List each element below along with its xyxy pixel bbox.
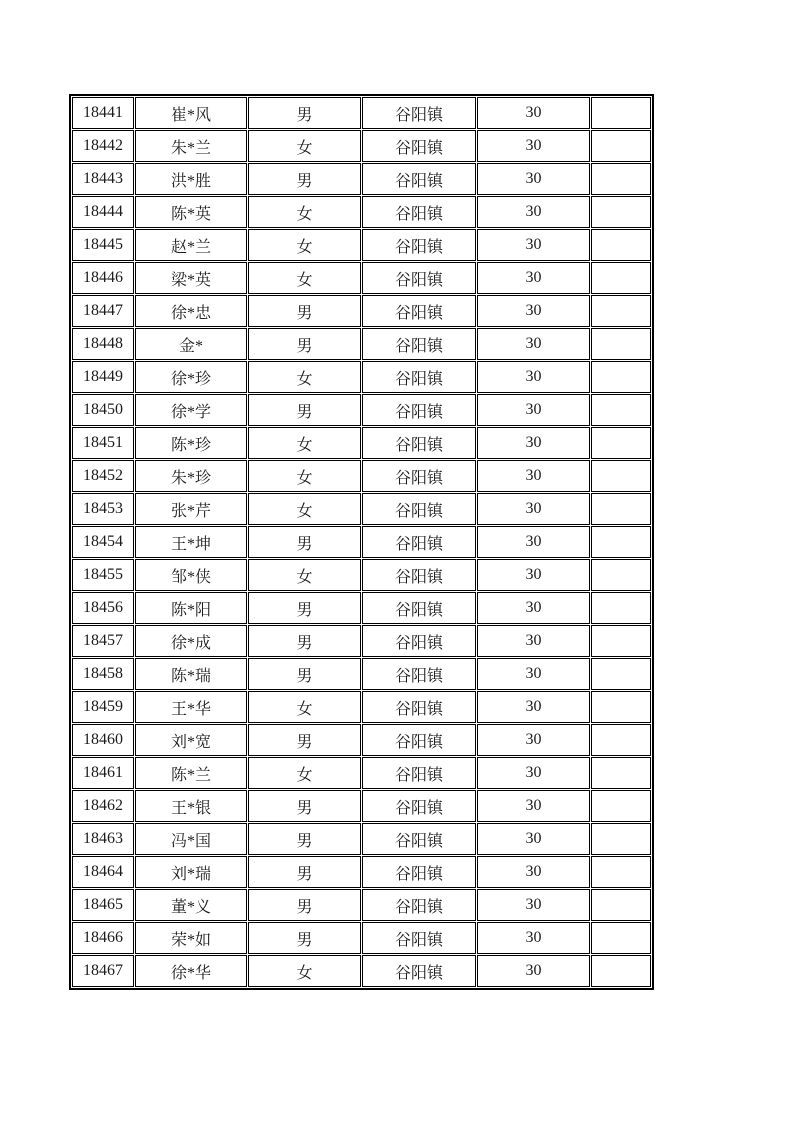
cell-name: 陈*珍 (135, 427, 247, 459)
cell-name: 董*义 (135, 889, 247, 921)
cell-town: 谷阳镇 (362, 262, 476, 294)
cell-amount: 30 (477, 856, 590, 888)
cell-id: 18452 (72, 460, 134, 492)
cell-amount: 30 (477, 559, 590, 591)
cell-blank (591, 361, 651, 393)
cell-gender: 女 (248, 229, 361, 261)
cell-id: 18441 (72, 97, 134, 129)
cell-blank (591, 460, 651, 492)
table-row (72, 691, 651, 723)
cell-name: 陈*阳 (135, 592, 247, 624)
cell-gender: 男 (248, 295, 361, 327)
cell-town: 谷阳镇 (362, 658, 476, 690)
cell-gender: 女 (248, 196, 361, 228)
cell-id: 18463 (72, 823, 134, 855)
cell-blank (591, 328, 651, 360)
cell-town: 谷阳镇 (362, 691, 476, 723)
table-row (72, 724, 651, 756)
cell-amount: 30 (477, 427, 590, 459)
cell-name: 徐*珍 (135, 361, 247, 393)
cell-gender: 男 (248, 790, 361, 822)
table-row (72, 658, 651, 690)
cell-blank (591, 130, 651, 162)
cell-town: 谷阳镇 (362, 526, 476, 558)
table-body (72, 97, 651, 987)
cell-gender: 女 (248, 691, 361, 723)
table-row (72, 361, 651, 393)
cell-blank (591, 427, 651, 459)
cell-blank (591, 592, 651, 624)
cell-amount: 30 (477, 592, 590, 624)
cell-amount: 30 (477, 361, 590, 393)
cell-id: 18450 (72, 394, 134, 426)
cell-gender: 女 (248, 460, 361, 492)
cell-id: 18461 (72, 757, 134, 789)
cell-name: 徐*成 (135, 625, 247, 657)
cell-id: 18456 (72, 592, 134, 624)
cell-amount: 30 (477, 526, 590, 558)
cell-gender: 男 (248, 856, 361, 888)
cell-name: 邹*侠 (135, 559, 247, 591)
cell-blank (591, 394, 651, 426)
cell-gender: 男 (248, 394, 361, 426)
cell-id: 18458 (72, 658, 134, 690)
cell-id: 18449 (72, 361, 134, 393)
cell-town: 谷阳镇 (362, 130, 476, 162)
table-row (72, 262, 651, 294)
cell-amount: 30 (477, 493, 590, 525)
cell-town: 谷阳镇 (362, 592, 476, 624)
table-row (72, 625, 651, 657)
cell-amount: 30 (477, 394, 590, 426)
cell-blank (591, 526, 651, 558)
cell-amount: 30 (477, 922, 590, 954)
cell-id: 18460 (72, 724, 134, 756)
cell-blank (591, 559, 651, 591)
cell-gender: 女 (248, 493, 361, 525)
cell-gender: 男 (248, 526, 361, 558)
cell-amount: 30 (477, 229, 590, 261)
cell-id: 18455 (72, 559, 134, 591)
cell-id: 18447 (72, 295, 134, 327)
cell-amount: 30 (477, 724, 590, 756)
cell-blank (591, 163, 651, 195)
cell-town: 谷阳镇 (362, 724, 476, 756)
cell-amount: 30 (477, 130, 590, 162)
table-row (72, 130, 651, 162)
cell-id: 18457 (72, 625, 134, 657)
cell-amount: 30 (477, 262, 590, 294)
cell-id: 18445 (72, 229, 134, 261)
cell-gender: 男 (248, 658, 361, 690)
cell-blank (591, 922, 651, 954)
cell-name: 王*坤 (135, 526, 247, 558)
cell-name: 金* (135, 328, 247, 360)
cell-amount: 30 (477, 823, 590, 855)
cell-name: 徐*学 (135, 394, 247, 426)
cell-name: 洪*胜 (135, 163, 247, 195)
cell-blank (591, 658, 651, 690)
table-row (72, 97, 651, 129)
cell-town: 谷阳镇 (362, 328, 476, 360)
cell-name: 徐*华 (135, 955, 247, 987)
table-row (72, 328, 651, 360)
cell-gender: 男 (248, 328, 361, 360)
table-row (72, 889, 651, 921)
cell-gender: 男 (248, 724, 361, 756)
cell-blank (591, 724, 651, 756)
cell-amount: 30 (477, 163, 590, 195)
cell-town: 谷阳镇 (362, 889, 476, 921)
cell-amount: 30 (477, 328, 590, 360)
cell-amount: 30 (477, 889, 590, 921)
cell-gender: 女 (248, 427, 361, 459)
cell-name: 王*银 (135, 790, 247, 822)
table-row (72, 196, 651, 228)
cell-town: 谷阳镇 (362, 757, 476, 789)
cell-town: 谷阳镇 (362, 163, 476, 195)
cell-name: 陈*英 (135, 196, 247, 228)
cell-id: 18446 (72, 262, 134, 294)
table-row (72, 394, 651, 426)
cell-town: 谷阳镇 (362, 559, 476, 591)
cell-town: 谷阳镇 (362, 361, 476, 393)
table-row (72, 526, 651, 558)
cell-id: 18442 (72, 130, 134, 162)
cell-id: 18462 (72, 790, 134, 822)
cell-id: 18443 (72, 163, 134, 195)
cell-gender: 男 (248, 625, 361, 657)
cell-name: 陈*兰 (135, 757, 247, 789)
cell-blank (591, 889, 651, 921)
cell-name: 冯*国 (135, 823, 247, 855)
cell-blank (591, 295, 651, 327)
cell-id: 18459 (72, 691, 134, 723)
cell-name: 朱*珍 (135, 460, 247, 492)
cell-town: 谷阳镇 (362, 394, 476, 426)
cell-town: 谷阳镇 (362, 460, 476, 492)
cell-amount: 30 (477, 295, 590, 327)
cell-id: 18451 (72, 427, 134, 459)
cell-blank (591, 196, 651, 228)
table-row (72, 163, 651, 195)
table-row (72, 592, 651, 624)
cell-town: 谷阳镇 (362, 295, 476, 327)
cell-name: 徐*忠 (135, 295, 247, 327)
cell-blank (591, 691, 651, 723)
cell-name: 赵*兰 (135, 229, 247, 261)
cell-gender: 男 (248, 163, 361, 195)
table-row (72, 229, 651, 261)
cell-town: 谷阳镇 (362, 427, 476, 459)
roster-table (69, 94, 654, 990)
cell-amount: 30 (477, 196, 590, 228)
cell-name: 刘*瑞 (135, 856, 247, 888)
cell-name: 崔*风 (135, 97, 247, 129)
cell-town: 谷阳镇 (362, 196, 476, 228)
cell-id: 18466 (72, 922, 134, 954)
table-row (72, 955, 651, 987)
cell-gender: 女 (248, 559, 361, 591)
cell-town: 谷阳镇 (362, 625, 476, 657)
cell-id: 18465 (72, 889, 134, 921)
table-row (72, 922, 651, 954)
cell-town: 谷阳镇 (362, 823, 476, 855)
cell-name: 朱*兰 (135, 130, 247, 162)
cell-blank (591, 757, 651, 789)
cell-gender: 男 (248, 823, 361, 855)
cell-blank (591, 790, 651, 822)
cell-gender: 女 (248, 130, 361, 162)
table-row (72, 427, 651, 459)
cell-id: 18454 (72, 526, 134, 558)
table-row (72, 460, 651, 492)
cell-town: 谷阳镇 (362, 856, 476, 888)
cell-gender: 男 (248, 97, 361, 129)
cell-town: 谷阳镇 (362, 955, 476, 987)
cell-blank (591, 493, 651, 525)
table-row (72, 295, 651, 327)
table-row (72, 493, 651, 525)
cell-id: 18448 (72, 328, 134, 360)
cell-id: 18444 (72, 196, 134, 228)
cell-blank (591, 823, 651, 855)
cell-gender: 女 (248, 361, 361, 393)
cell-amount: 30 (477, 658, 590, 690)
cell-town: 谷阳镇 (362, 229, 476, 261)
cell-name: 王*华 (135, 691, 247, 723)
cell-gender: 男 (248, 922, 361, 954)
cell-gender: 女 (248, 955, 361, 987)
cell-town: 谷阳镇 (362, 922, 476, 954)
cell-id: 18467 (72, 955, 134, 987)
cell-gender: 男 (248, 889, 361, 921)
cell-amount: 30 (477, 757, 590, 789)
cell-blank (591, 856, 651, 888)
cell-amount: 30 (477, 625, 590, 657)
cell-name: 刘*宽 (135, 724, 247, 756)
cell-name: 陈*瑞 (135, 658, 247, 690)
cell-name: 荣*如 (135, 922, 247, 954)
table-row (72, 790, 651, 822)
cell-gender: 女 (248, 757, 361, 789)
cell-name: 张*芹 (135, 493, 247, 525)
table-row (72, 856, 651, 888)
cell-blank (591, 97, 651, 129)
cell-town: 谷阳镇 (362, 493, 476, 525)
cell-gender: 男 (248, 592, 361, 624)
cell-blank (591, 229, 651, 261)
cell-name: 梁*英 (135, 262, 247, 294)
table-row (72, 559, 651, 591)
cell-gender: 女 (248, 262, 361, 294)
cell-id: 18453 (72, 493, 134, 525)
cell-amount: 30 (477, 460, 590, 492)
cell-blank (591, 262, 651, 294)
cell-amount: 30 (477, 790, 590, 822)
cell-amount: 30 (477, 691, 590, 723)
table-row (72, 757, 651, 789)
cell-blank (591, 625, 651, 657)
cell-id: 18464 (72, 856, 134, 888)
cell-blank (591, 955, 651, 987)
cell-amount: 30 (477, 97, 590, 129)
cell-amount: 30 (477, 955, 590, 987)
table-row (72, 823, 651, 855)
cell-town: 谷阳镇 (362, 790, 476, 822)
cell-town: 谷阳镇 (362, 97, 476, 129)
